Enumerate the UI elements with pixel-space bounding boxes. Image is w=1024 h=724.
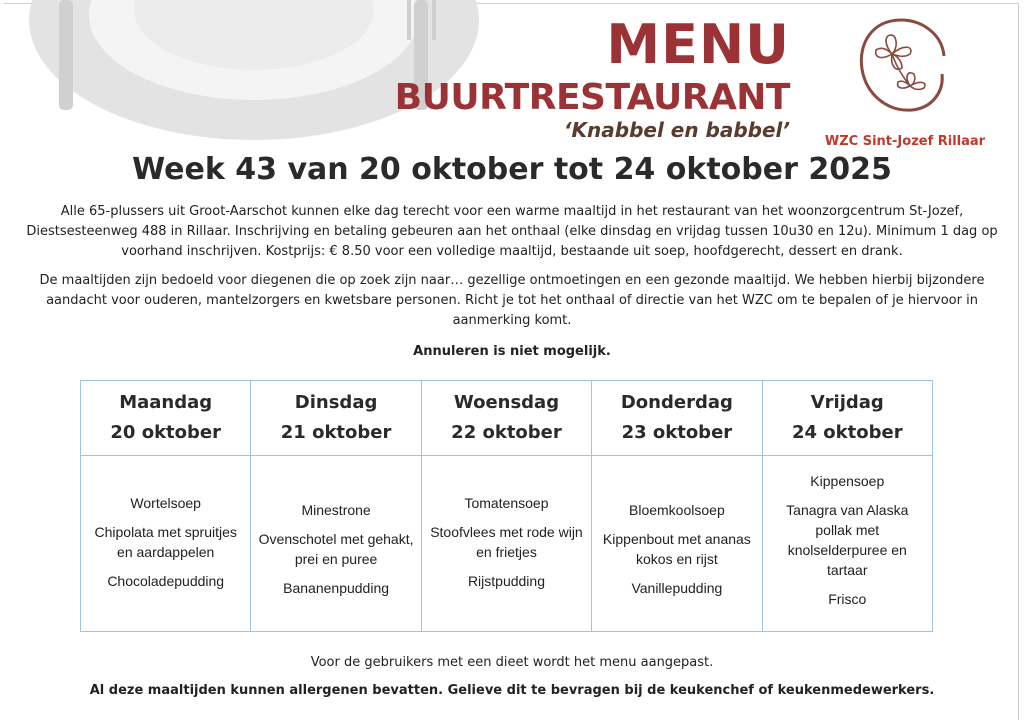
main-course: Stoofvlees met rode wijn en frietjes <box>430 524 583 560</box>
allergen-note: Al deze maaltijden kunnen allergenen bevatten. Gelieve dit te bevragen bij de keukenchef of keukenmedewerkers. <box>89 683 935 698</box>
day-date: 24 oktober <box>791 422 903 443</box>
intro-paragraph: De maaltijden zijn bedoeld voor diegenen die op zoek zijn naar… gezellige ontmoetingen en een gezonde maaltijd. We hebben hierbij bijzondere aandacht voor ouderen, mantelzorgers en kwetsbare personen. Richt je tot het onthaal of directie van het WZC om te bepalen of je hiervoor in aanmerking komt. <box>39 273 985 328</box>
cancel-note: Annuleren is niet mogelijk. <box>413 344 611 359</box>
table-row <box>81 456 933 632</box>
diet-note: Voor de gebruikers met een dieet wordt het menu aangepast. <box>310 655 714 670</box>
soup: Tomatensoep <box>464 495 549 511</box>
dessert: Rijstpudding <box>467 573 545 589</box>
day-header <box>592 381 762 456</box>
intro-paragraph: Alle 65-plussers uit Groot-Aarschot kunnen elke dag terecht voor een warme maaltijd in het restaurant van het woonzorgcentrum St-Jozef, Diestsesteenweg 488 in Rillaar. Inschrijving en betaling gebeuren aan het onthaal (elke dinsdag en vrijdag tussen 10u30 en 12u). Minimum 1 dag op voorhand inschrijven. Kostprijs: € 8.50 voor een volledige maaltijd, bestaande uit soep, hoofdgerecht, dessert en drank. <box>26 204 998 259</box>
restaurant-name: BUURTRESTAURANT <box>394 77 790 118</box>
menu-table <box>80 380 933 632</box>
day-header <box>81 381 251 456</box>
main-course: Chipolata met spruitjes en aardappelen <box>94 524 237 560</box>
day-date: 22 oktober <box>451 422 562 443</box>
day-header <box>421 381 591 456</box>
day-name: Dinsdag <box>294 392 378 413</box>
soup: Kippensoep <box>810 473 885 489</box>
day-name: Vrijdag <box>810 392 884 413</box>
lily-flower-logo-icon <box>852 14 950 118</box>
day-date: 20 oktober <box>110 422 221 443</box>
week-heading: Week 43 van 20 oktober tot 24 oktober 2025 <box>132 152 892 187</box>
table-header-row <box>81 381 933 456</box>
day-date: 21 oktober <box>280 422 392 443</box>
plate-cutlery-icon <box>14 0 494 145</box>
main-course: Ovenschotel met gehakt, prei en puree <box>258 531 414 567</box>
dessert: Bananenpudding <box>283 580 390 596</box>
menu-cell <box>81 456 251 632</box>
day-name: Woensdag <box>453 392 560 413</box>
day-header <box>251 381 421 456</box>
menu-cell <box>251 456 421 632</box>
organization-name: WZC Sint-Jozef Rillaar <box>824 134 986 149</box>
soup: Minestrone <box>301 502 371 518</box>
menu-cell <box>762 456 932 632</box>
soup: Wortelsoep <box>130 495 201 511</box>
day-header <box>762 381 932 456</box>
soup: Bloemkoolsoep <box>629 502 725 518</box>
menu-cell <box>421 456 591 632</box>
day-name: Maandag <box>119 392 213 413</box>
dessert: Vanillepudding <box>631 580 723 596</box>
dessert: Chocoladepudding <box>107 573 225 589</box>
main-course: Kippenbout met ananas kokos en rijst <box>602 531 751 567</box>
dessert: Frisco <box>828 591 867 607</box>
main-course: Tanagra van Alaska pollak met knolselderpuree en tartaar <box>786 502 909 578</box>
day-name: Donderdag <box>620 392 733 413</box>
page-title: MENU <box>606 13 790 76</box>
restaurant-tagline: ‘Knabbel en babbel’ <box>563 118 790 142</box>
day-date: 23 oktober <box>621 422 733 443</box>
menu-cell <box>592 456 762 632</box>
